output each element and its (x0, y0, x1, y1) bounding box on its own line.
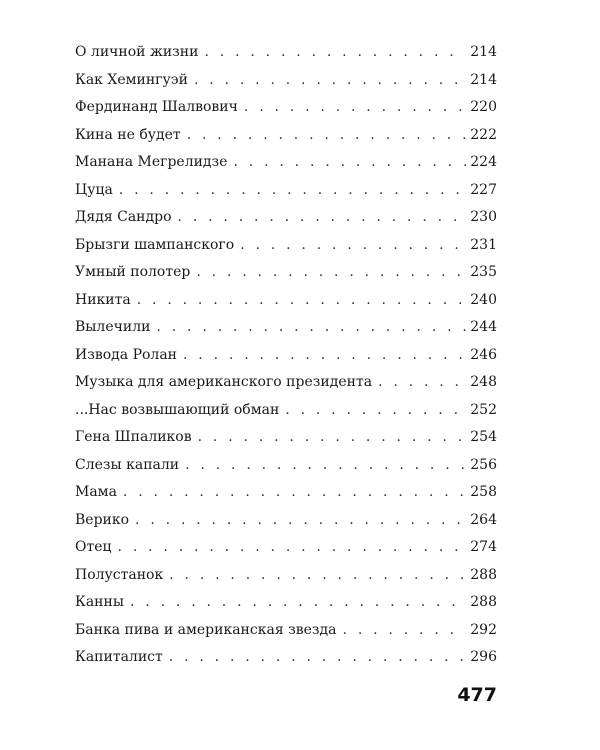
toc-entry-title: Дядя Сандро (75, 209, 172, 225)
toc-entry (75, 182, 497, 210)
toc-entry-title: Мама (75, 484, 117, 500)
dot-leader (233, 154, 466, 170)
dot-leader (178, 209, 467, 225)
toc-entry-page: 227 (470, 181, 497, 198)
toc-entry (75, 402, 497, 430)
dot-leader (198, 429, 467, 445)
dot-leader (130, 594, 466, 610)
page-number: 477 (457, 684, 497, 706)
toc-entry (75, 99, 497, 127)
toc-entry-page: 254 (470, 429, 497, 445)
toc-entry-page: 296 (470, 649, 497, 665)
toc-entry-page: 274 (470, 539, 497, 555)
toc-entry-title: Цуца (75, 181, 113, 198)
dot-leader (185, 457, 466, 473)
toc-entry-title: Брызги шампанского (75, 236, 235, 253)
toc-entry-title: Фердинанд Шалвович (75, 99, 238, 115)
dot-leader (156, 319, 466, 335)
toc-entry (75, 72, 497, 100)
toc-entry (75, 622, 497, 650)
toc-entry-title: Вылечили (75, 319, 151, 335)
toc-entry-title: Отец (75, 539, 112, 555)
dot-leader (187, 127, 467, 143)
toc-entry-title: Верико (75, 511, 130, 528)
toc-entry (75, 209, 497, 237)
toc-entry (75, 567, 497, 595)
toc-entry-title: Манана Мегрелидзе (75, 154, 228, 170)
toc-entry-page: 288 (470, 594, 497, 610)
toc-entry-page: 248 (470, 374, 497, 390)
toc-entry (75, 539, 497, 567)
dot-leader (343, 622, 467, 638)
toc-entry-page: 235 (470, 264, 497, 280)
toc-entry (75, 484, 497, 512)
toc-entry-page: 288 (470, 566, 497, 583)
toc-entry-page: 214 (470, 71, 497, 88)
dot-leader (123, 484, 466, 500)
toc-entry (75, 429, 497, 457)
toc-entry-page: 292 (470, 621, 497, 638)
toc-entry-title: Умный полотер (75, 264, 191, 280)
toc-entry-page: 252 (470, 401, 497, 418)
dot-leader (118, 539, 467, 555)
toc-entry (75, 264, 497, 292)
dot-leader (183, 347, 466, 363)
toc-entry (75, 649, 497, 677)
toc-entry-page: 220 (470, 99, 497, 115)
dot-leader (244, 99, 466, 115)
toc-entry-page: 230 (470, 209, 497, 225)
table-of-contents (75, 44, 497, 677)
toc-entry-title: Гена Шпаликов (75, 429, 192, 445)
toc-entry-title: Кина не будет (75, 126, 181, 143)
toc-entry-page: 222 (470, 126, 497, 143)
toc-entry (75, 457, 497, 485)
toc-entry-page: 231 (470, 236, 497, 253)
dot-leader (378, 374, 466, 390)
toc-entry-title: О личной жизни (75, 44, 199, 60)
dot-leader (119, 182, 466, 198)
toc-entry-page: 264 (470, 511, 497, 528)
toc-entry-title: Канны (75, 594, 124, 610)
toc-entry (75, 347, 497, 375)
toc-entry (75, 154, 497, 182)
toc-entry-title: Как Хемингуэй (75, 71, 188, 88)
toc-entry-page: 258 (470, 484, 497, 500)
toc-entry-title: Извода Ролан (75, 346, 177, 363)
toc-entry-title: Капиталист (75, 649, 163, 665)
toc-entry-title: Слезы капали (75, 456, 180, 473)
toc-entry-title: Банка пива и американская звезда (75, 621, 337, 638)
toc-entry-page: 214 (470, 44, 497, 60)
toc-entry-page: 244 (470, 319, 497, 335)
toc-entry-page: 224 (470, 154, 497, 170)
toc-entry (75, 512, 497, 540)
toc-entry-title: Полустанок (75, 566, 164, 583)
toc-entry (75, 44, 497, 72)
toc-entry-page: 240 (470, 291, 497, 308)
dot-leader (169, 567, 466, 583)
dot-leader (169, 649, 467, 665)
toc-entry-page: 256 (470, 456, 497, 473)
dot-leader (204, 44, 466, 60)
toc-entry (75, 374, 497, 402)
dot-leader (137, 292, 467, 308)
toc-entry (75, 594, 497, 622)
toc-entry (75, 237, 497, 265)
toc-entry-title: Музыка для американского президента (75, 374, 373, 390)
dot-leader (285, 402, 466, 418)
toc-entry-page: 246 (470, 346, 497, 363)
toc-entry (75, 127, 497, 155)
toc-entry (75, 319, 497, 347)
toc-entry-title: Никита (75, 291, 131, 308)
dot-leader (194, 72, 466, 88)
dot-leader (240, 237, 466, 253)
toc-entry-title: ...Нас возвышающий обман (75, 401, 280, 418)
toc-entry (75, 292, 497, 320)
dot-leader (135, 512, 466, 528)
dot-leader (196, 264, 466, 280)
